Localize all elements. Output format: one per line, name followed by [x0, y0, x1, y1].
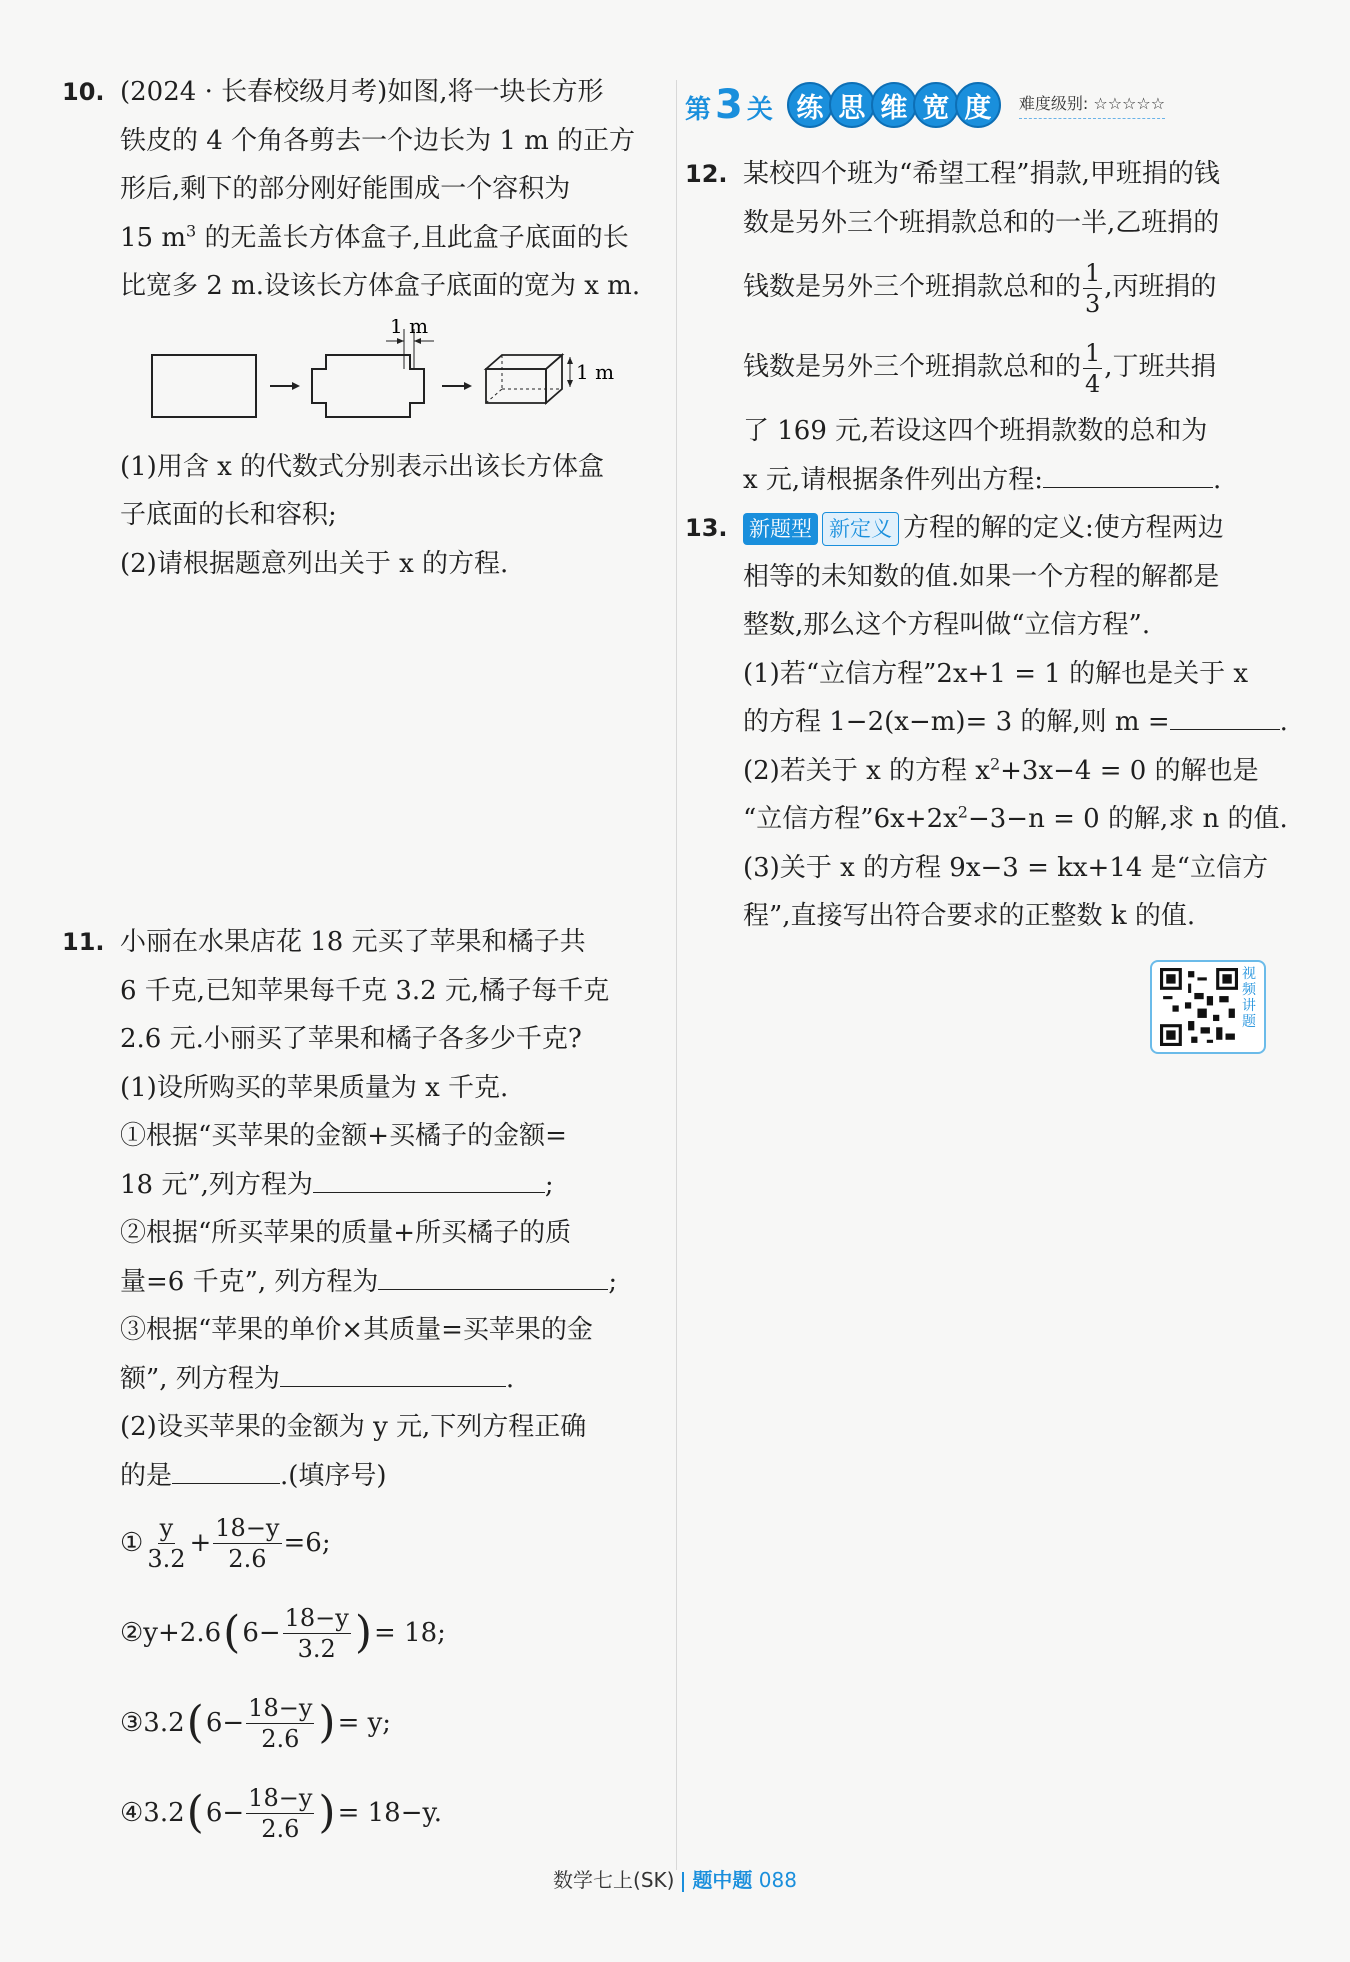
new-type-tag: 新题型 — [743, 513, 818, 545]
cut-sheet — [312, 355, 424, 417]
q10-line-2: 铁皮的 4 个角各剪去一个边长为 1 m 的正方 — [120, 125, 636, 156]
right-column — [685, 80, 1288, 941]
q11-line-5: ①根据“买苹果的金额+买橘子的金额= — [120, 1121, 567, 1151]
q11-line-1: 小丽在水果店花 18 元买了苹果和橘子共 — [120, 927, 586, 957]
q10-line-3: 形后,剩下的部分刚好能围成一个容积为 — [120, 174, 571, 204]
option-2: ②y+2.6 ( 6− $\frac{18-y}{3.2}$ ) = 18; — [120, 1603, 446, 1663]
answer-blank-6[interactable] — [1170, 701, 1280, 730]
answer-blank-4[interactable] — [172, 1455, 280, 1484]
q10-sub-1b: 子底面的长和容积; — [120, 500, 337, 530]
new-definition-tag: 新定义 — [822, 512, 899, 546]
box-top — [486, 355, 562, 369]
superscript: 3 — [186, 220, 197, 240]
q11-line-9: ③根据“苹果的单价×其质量=买苹果的金 — [120, 1315, 593, 1345]
question-10 — [62, 68, 662, 588]
q10-sub-1a: (1)用含 x 的代数式分别表示出该长方体盒 — [120, 451, 605, 482]
question-number: 10. — [62, 78, 105, 106]
page-footer — [0, 1864, 1350, 1893]
answer-blank-3[interactable] — [280, 1358, 506, 1387]
label-1m-right: 1 m — [576, 359, 615, 384]
box-folding-diagram — [142, 319, 662, 429]
label-1m-top: 1 m — [390, 318, 429, 338]
rectangle-sheet — [152, 355, 256, 417]
q11-line-3: 2.6 元.小丽买了苹果和橘子各多少千克? — [120, 1024, 582, 1054]
options — [62, 1512, 662, 1844]
q10-line-4b: 的无盖长方体盒子,且此盒子底面的长 — [196, 222, 629, 253]
q10-sub-2: (2)请根据题意列出关于 x 的方程. — [120, 548, 509, 579]
section-title: 练 思 维 宽 度 — [787, 82, 997, 128]
q11-line-2: 6 千克,已知苹果每千克 3.2 元,橘子每千克 — [120, 975, 610, 1006]
q11-line-8: 量=6 千克”, 列方程为 — [120, 1266, 379, 1297]
question-number: 12. — [685, 160, 728, 188]
option-3: ③3.2 ( 6− $\frac{18-y}{2.6}$ ) = y; — [120, 1693, 392, 1753]
q11-line-11: (2)设买苹果的金额为 y 元,下列方程正确 — [120, 1412, 587, 1442]
q11-line-6: 18 元”,列方程为 — [120, 1169, 313, 1200]
q11-line-10: 额”, 列方程为 — [120, 1363, 280, 1394]
box-front — [486, 369, 546, 403]
section-header: 第 3 关 练 思 维 宽 度 难度级别: ☆☆☆☆☆ — [685, 82, 1166, 128]
question-13: 13. 新题型 新定义 方程的解的定义:使方程两边 相等的未知数的值.如果一个方程的解都是 整数,那么这个方程叫做“立信方程”. (1)若“立信方程”2x+1 = 1 的解也是关于 x 的方程 1−2(x−m)= 3 的解,则 m = . (2)若关于 x 的方程 $x^2+3x-4 = 0$ 的解也是 “立信方程$”6x+2x^2-3-n = 0$ 的解,求 n 的值. (3)关于 x 的方程 9x−3 = kx+14 是“立信方 程”,直接写出符合要求的正整数 k 的值. — [685, 504, 1285, 941]
book-title: 数学七上(SK) — [553, 1868, 675, 1892]
question-11: 11. 小丽在水果店花 18 元买了苹果和橘子共 6 千克,已知苹果每千克 3.2 元,橘子每千克 2.6 元.小丽买了苹果和橘子各多少千克? (1)设所购买的苹果质量为 x 千克. ①根据“买苹果的金额+买橘子的金额= 18 元”,列方程为 ; ②根据“所买苹果的质量+所买橘子的质 量=6 千克”, 列方程为 ; ③根据“苹果的单价×其质量=买苹果的金 额”, 列方程为 . (2)设买苹果的金额为 y 元,下列方程正确 的是 .(填序号) ① $\frac{y}{3.2}$ + $\frac{18-y}{2.6}$ =6; ②y+2.6 ( 6− $\frac{18-y}{3.2}$ ) = 18; ③3.2 ( 6− $\frac{18-y}{2.6}$ ) = y; ④3.2 ( 6− $\frac{18-y}{2.6}$ ) = 18−y. — [62, 918, 662, 1844]
video-qr-code[interactable] — [1150, 960, 1266, 1054]
question-number: 13. — [685, 514, 728, 542]
option-1: ① $\frac{y}{3.2}$ + $\frac{18-y}{2.6}$ =6; — [120, 1513, 331, 1573]
answer-blank-1[interactable] — [313, 1164, 545, 1193]
brand-name: 题中题 — [692, 1868, 753, 1892]
q11-line-12: 的是 — [120, 1460, 173, 1491]
left-column — [62, 68, 662, 1844]
answer-blank-2[interactable] — [378, 1261, 608, 1290]
video-lecture-label: 视频讲题 — [1242, 966, 1256, 1030]
page-number: 088 — [758, 1868, 797, 1892]
q11-line-7: ②根据“所买苹果的质量+所买橘子的质 — [120, 1218, 572, 1248]
question-12: 12. 某校四个班为“希望工程”捐款,甲班捐的钱 数是另外三个班捐款总和的一半,乙班捐的 钱数是另外三个班捐款总和的 $\frac{1}{3}$ ,丙班捐的 钱数是另外三个班捐款总和的 $\frac{1}{4}$ ,丁班共捐 了 169 元,若设这四个班捐款数的总和为 x 元,请根据条件列出方程: . — [685, 150, 1285, 504]
box-side — [546, 355, 562, 403]
answer-blank-5[interactable] — [1043, 459, 1213, 488]
column-divider — [676, 80, 677, 1870]
qr-code-icon — [1160, 968, 1238, 1046]
arrow-2-head — [464, 382, 472, 390]
difficulty-rating: 难度级别: ☆☆☆☆☆ — [1019, 91, 1165, 119]
q10-line-5: 比宽多 2 m.设该长方体盒子底面的宽为 x m. — [120, 271, 641, 301]
q10-line-1: (2024 · 长春校级月考)如图,将一块长方形 — [120, 77, 604, 107]
q10-line-4a: 15 m — [120, 222, 187, 253]
option-4: ④3.2 ( 6− $\frac{18-y}{2.6}$ ) = 18−y. — [120, 1783, 442, 1843]
arrow-1-head — [292, 382, 300, 390]
question-number: 11. — [62, 928, 105, 956]
q11-line-4: (1)设所购买的苹果质量为 x 千克. — [120, 1072, 509, 1103]
